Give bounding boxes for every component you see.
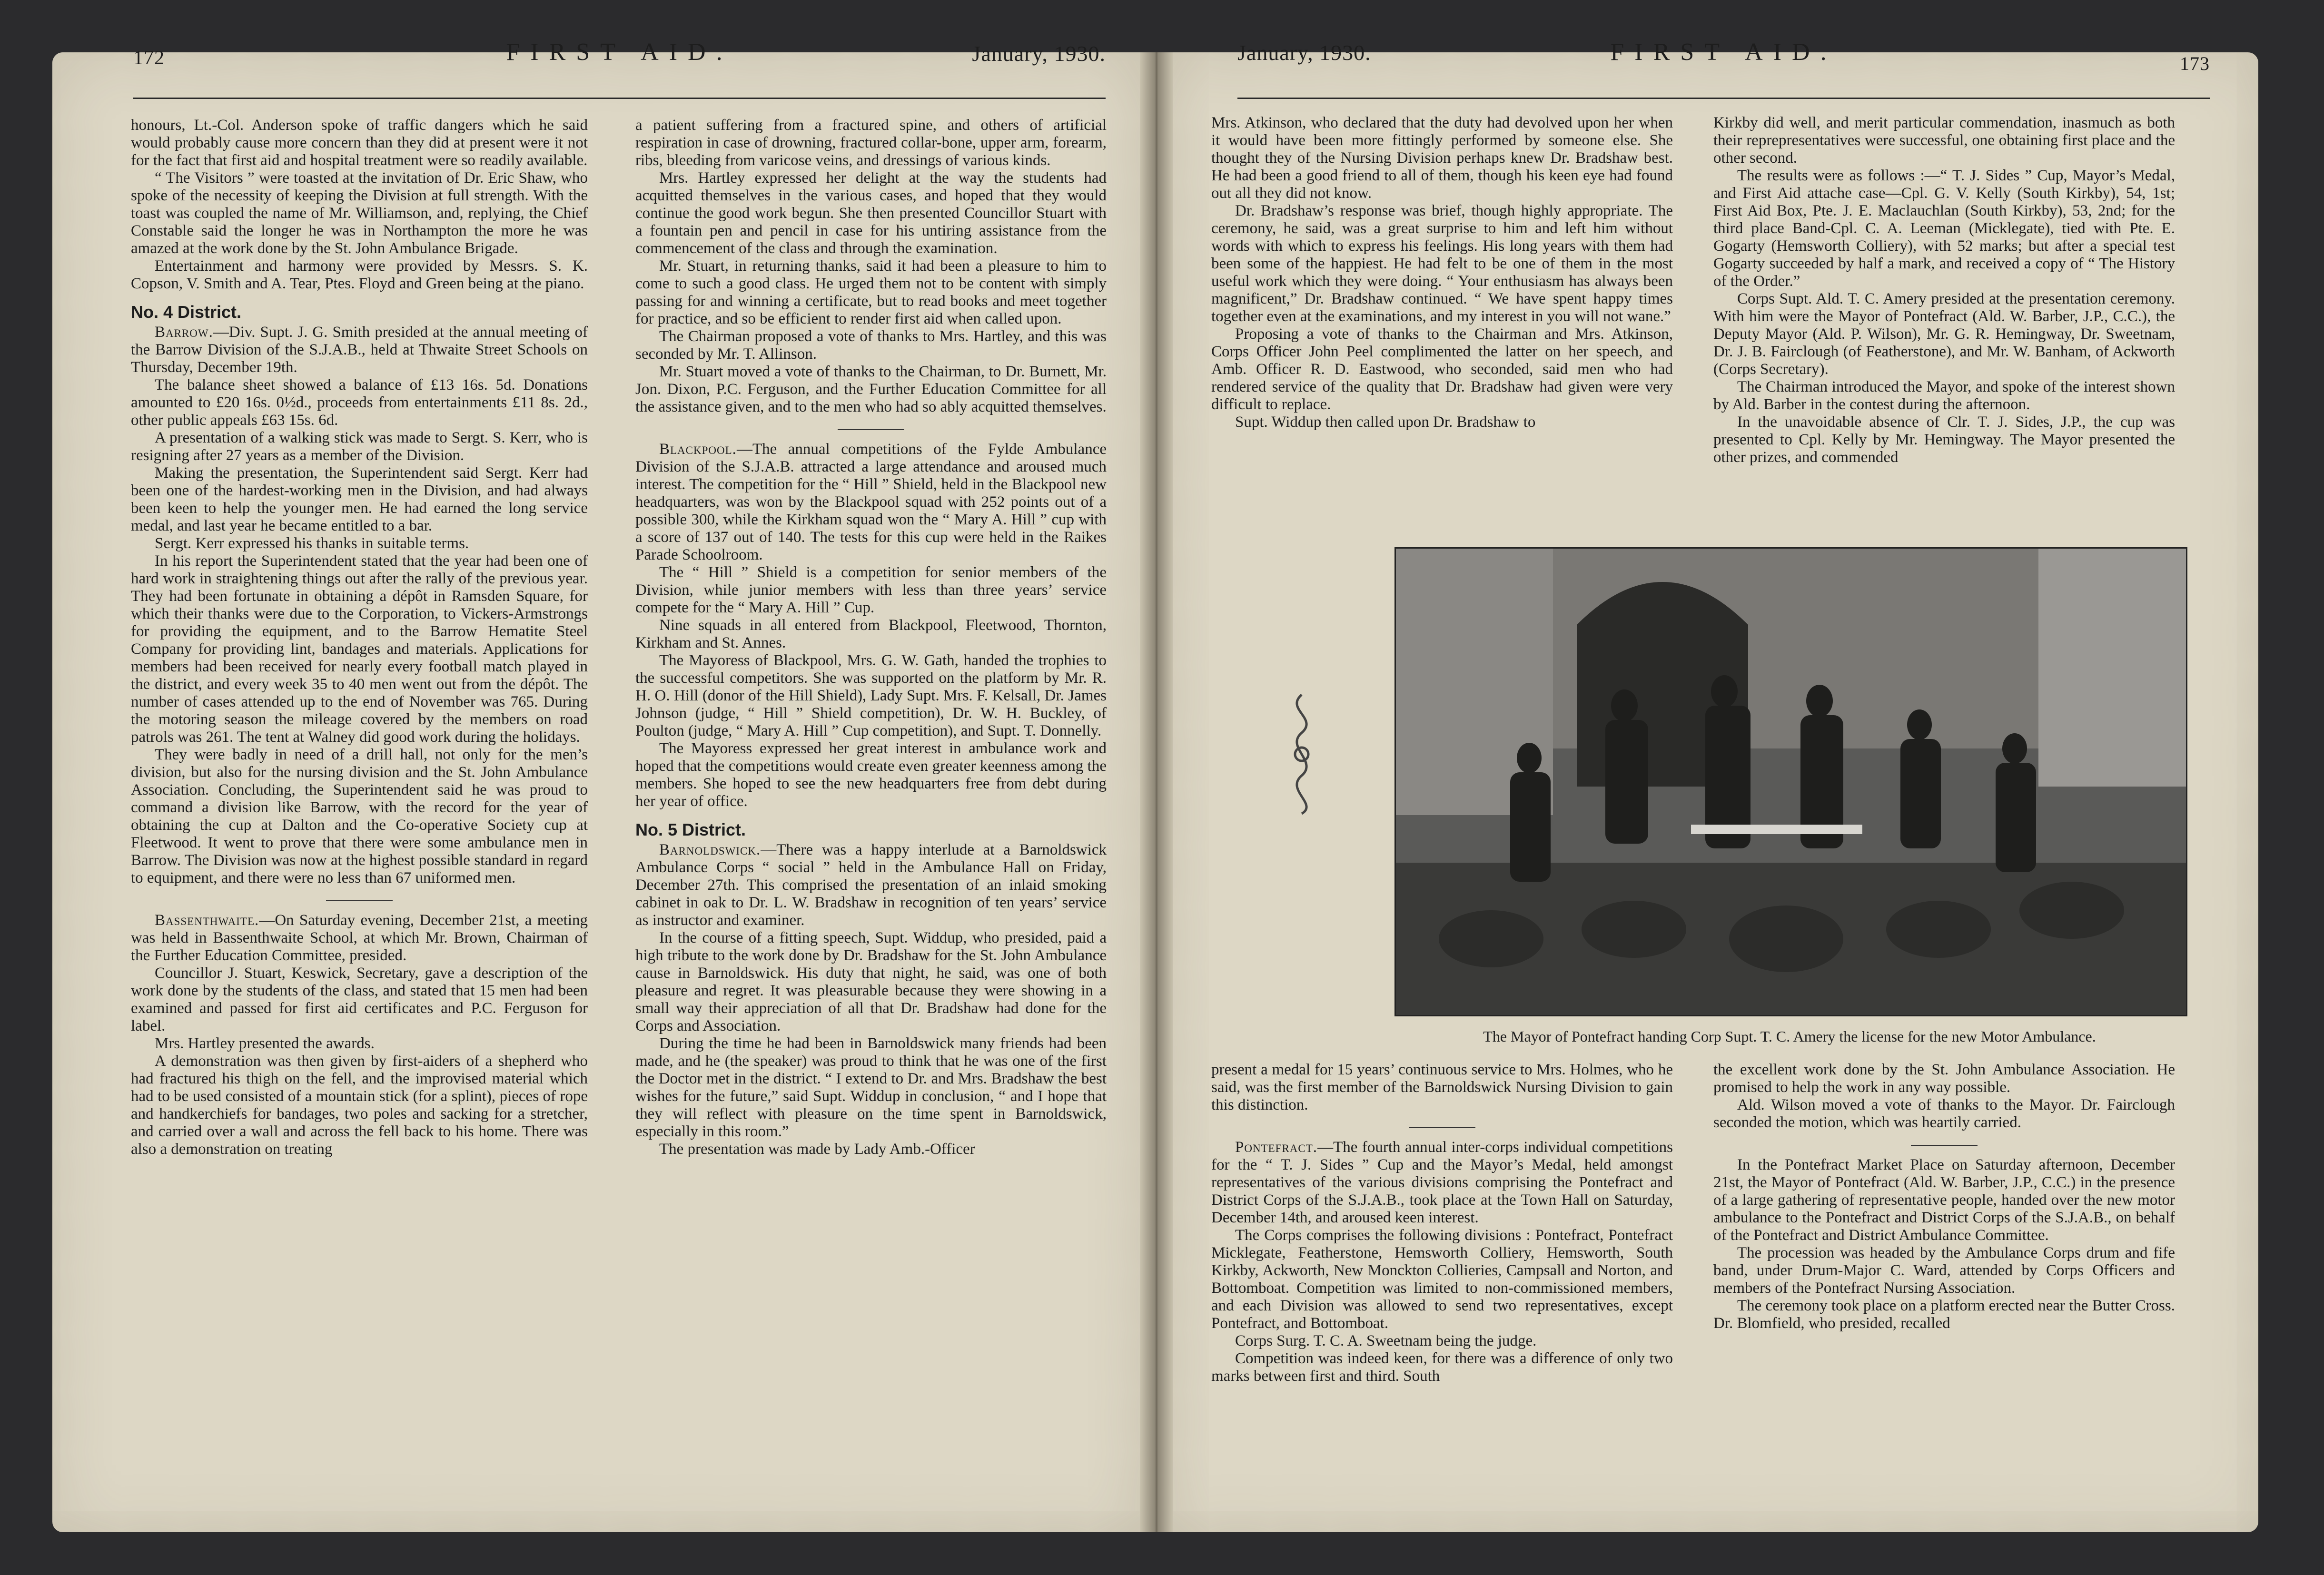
paragraph: In the Pontefract Market Place on Saturday afternoon, December 21st, the Mayor of Pontefract (Ald. W. Barber, J.P., C.C.) in the presence of a large gathering of representative people, handed over the new motor ambulance to the Pontefract and District Corps of the S.J.A.B., on behalf of the Pontefract and District Ambulance Committee.: [1713, 1156, 2175, 1244]
paragraph: honours, Lt.-Col. Anderson spoke of traffic dangers which he said would probably cause more concern than they did at present were it not for the fact that first aid and hospital treatment were so readily available.: [131, 117, 588, 169]
paragraph: —On Saturday evening, December 21st, a meeting was held in Bassenthwaite School, at which Mr. Brown, Chairman of the Further Education Committee, presided.: [131, 912, 588, 964]
header-rule-right: [1237, 98, 2210, 99]
paragraph: Entertainment and harmony were provided by Messrs. S. K. Copson, V. Smith and A. Tear, Ptes. Floyd and Green being at the piano.: [131, 257, 588, 292]
ceremony-photograph: [1394, 547, 2187, 1016]
paragraph: The balance sheet showed a balance of £13 16s. 5d. Donations amounted to £20 16s. 0½d., proceeds from entertainments £11 8s. 2d., other public appeals £63 15s. 6d.: [131, 376, 588, 429]
section-lead-barnoldswick: Barnoldswick.: [659, 841, 761, 858]
journal-title-right: FIRST AID.: [1610, 39, 1837, 66]
paragraph: Councillor J. Stuart, Keswick, Secretary, gave a description of the work done by the students of the class, and stated that 15 men had been examined and passed for first aid certificates and P.C. Ferguson for label.: [131, 965, 588, 1034]
paragraph: The presentation was made by Lady Amb.-Officer: [659, 1141, 975, 1158]
paragraph: a patient suffering from a fractured spine, and others of artificial respiration in case of drowning, fractured collar-bone, upper arm, forearm, ribs, bleeding from varicose veins, and dressings of various kinds.: [635, 117, 1107, 169]
paragraph: Corps Supt. Ald. T. C. Amery presided at the presentation ceremony. With him were the Mayor of Pontefract (Ald. W. Barber, J.P., C.C.), the Deputy Mayor (Ald. P. Wilson), Mr. G. R. Hemingway, Dr. Sweetnam, Dr. J. B. Fairclough (of Featherstone), and Mr. W. Banham, of Ackworth (Corps Secretary).: [1713, 290, 2175, 378]
paragraph: —Div. Supt. J. G. Smith presided at the annual meeting of the Barrow Division of the S.J.A.B., held at Thwaite Street Schools on Thursday, December 19th.: [131, 324, 588, 376]
left-column-1: [131, 117, 588, 1158]
district-heading-4: No. 4 District.: [131, 302, 242, 322]
paragraph: Nine squads in all entered from Blackpool, Fleetwood, Thornton, Kirkham and St. Annes.: [635, 617, 1107, 651]
issue-date-left: January, 1930.: [972, 41, 1106, 66]
scroll-ornament-left: [1276, 690, 1328, 818]
paragraph: Competition was indeed keen, for there was a difference of only two marks between first and third. South: [1211, 1350, 1673, 1385]
paragraph: Sergt. Kerr expressed his thanks in suitable terms.: [155, 535, 469, 552]
section-divider: [326, 900, 393, 901]
paragraph: A presentation of a walking stick was made to Sergt. S. Kerr, who is resigning after 27 years as a member of the Division.: [131, 429, 588, 464]
paragraph: Mrs. Hartley expressed her delight at the way the students had acquitted themselves in the various cases, and hoped that they would continue the good work begun. She then presented Councillor Stuart with a fountain pen and pencil in case for his untiring assistance from the commencement of the class and through the examination.: [635, 169, 1107, 257]
paragraph: —The fourth annual inter-corps individual competitions for the “ T. J. Sides ” Cup and the Mayor’s Medal, held amongst representatives of the various divisions comprising the Pontefract and District Corps of the S.J.A.B., took place at the Town Hall on Saturday, December 14th, and aroused keen interest.: [1211, 1139, 1673, 1226]
paragraph: Kirkby did well, and merit particular commendation, inasmuch as both their reprepresentatives were successful, one obtaining first place and the other second.: [1713, 114, 2175, 167]
paragraph: Proposing a vote of thanks to the Chairman and Mrs. Atkinson, Corps Officer John Peel complimented the latter on her speech, and Amb. Officer R. D. Eastwood, who seconded, said men who had rendered service of the quality that Dr. Bradshaw had given were very difficult to replace.: [1211, 325, 1673, 413]
paragraph: —There was a happy interlude at a Barnoldswick Ambulance Corps “ social ” held in the Ambulance Hall on Friday, December 27th. This comprised the presentation of an inlaid smoking cabinet in oak to Dr. L. W. Bradshaw in recognition of ten years’ service as instructor and examiner.: [635, 841, 1107, 929]
paragraph: The Corps comprises the following divisions : Pontefract, Pontefract Micklegate, Featherstone, Hemsworth Colliery, Hemsworth, South Kirkby, Ackworth, New Monckton Collieries, Campsall and Norton, and Bottomboat. Competition was limited to non-commissioned members, and each Division was allowed to send two representatives, except Pontefract, and Bottomboat.: [1211, 1227, 1673, 1332]
paragraph: present a medal for 15 years’ continuous service to Mrs. Holmes, who he said, was the first member of the Barnoldswick Nursing Division to gain this distinction.: [1211, 1061, 1673, 1113]
paragraph: The results were as follows :—“ T. J. Sides ” Cup, Mayor’s Medal, and First Aid attache case—Cpl. G. V. Kelly (South Kirkby), 54, 1st; First Aid Box, Pte. J. E. Maclauchlan (South Kirkby), 53, 2nd; for the third place Band-Cpl. C. A. Leeman (Micklegate), tied with Pte. E. Gogarty (Hemsworth Colliery), with 52 marks; but after a special test Gogarty succeeded by half a mark, and received a copy of “ The History of the Order.”: [1713, 167, 2175, 290]
journal-title-left: FIRST AID.: [506, 39, 733, 66]
paragraph: Making the presentation, the Superintendent said Sergt. Kerr had been one of the hardest-working men in the Division, and had always been keen to help the younger men. He had earned the long service medal, and last year he became entitled to a bar.: [131, 464, 588, 534]
paragraph: During the time he had been in Barnoldswick many friends had been made, and he (the speaker) was proud to think that he was one of the first the Doctor met in the district. “ I extend to Dr. and Mrs. Bradshaw the best wishes for the future,” said Supt. Widdup in conclusion, “ and I hope that they will reflect with pleasure on the time spent in Barnoldswick, especially in this room.”: [635, 1035, 1107, 1140]
header-rule-left: [133, 98, 1106, 99]
paragraph: Supt. Widdup then called upon Dr. Bradshaw to: [1235, 413, 1536, 431]
paragraph: The Chairman introduced the Mayor, and spoke of the interest shown by Ald. Barber in the contest during the afternoon.: [1713, 378, 2175, 413]
section-lead-blackpool: Blackpool.: [659, 441, 737, 458]
page-number-right: 173: [2180, 53, 2210, 74]
photo-caption: The Mayor of Pontefract handing Corp Supt. T. C. Amery the license for the new Motor Ambulance.: [1483, 1028, 2096, 1045]
right-column-1-top: [1211, 114, 1673, 431]
right-column-2-bottom: [1713, 1061, 2175, 1332]
paragraph: Mrs. Hartley presented the awards.: [155, 1035, 375, 1052]
issue-date-right: January, 1930.: [1237, 40, 1371, 65]
book-gutter: [1140, 52, 1173, 1532]
paragraph: The Chairman proposed a vote of thanks to Mrs. Hartley, and this was seconded by Mr. T. Allinson.: [635, 328, 1107, 363]
paragraph: They were badly in need of a drill hall, not only for the men’s division, but also for the nursing division and the St. John Ambulance Association. Concluding, the Superintendent said he was proud to command a division like Barrow, with the record for the year of obtaining the cup at Dalton and the Co-operative Society cup at Fleetwood. It went to prove that there were some ambulance men in Barrow. The Division was now at the highest possible standard in regard to equipment, and there were no less than 67 uniformed men.: [131, 746, 588, 886]
page-number-left: 172: [133, 47, 165, 69]
section-lead-pontefract: Pontefract.: [1235, 1139, 1318, 1156]
section-divider: [1911, 1145, 1978, 1146]
paragraph: The ceremony took place on a platform erected near the Butter Cross. Dr. Blomfield, who presided, recalled: [1713, 1297, 2175, 1332]
left-running-head: [133, 33, 1106, 81]
paragraph: Mr. Stuart moved a vote of thanks to the Chairman, to Dr. Burnett, Mr. Jon. Dixon, P.C. Ferguson, and the Further Education Committee for all the assistance given, and to the men who had so ably acquitted themselves.: [635, 363, 1107, 415]
section-divider: [1409, 1127, 1475, 1128]
paragraph: The procession was headed by the Ambulance Corps drum and fife band, under Drum-Major C. Ward, attended by Corps Officers and members of the Pontefract Nursing Association.: [1713, 1244, 2175, 1297]
paragraph: —The annual competitions of the Fylde Ambulance Division of the S.J.A.B. attracted a large attendance and aroused much interest. The competition for the “ Hill ” Shield, held in the Blackpool new headquarters, was won by the Blackpool squad with 252 points out of a possible 300, while the Kirkham squad won the “ Mary A. Hill ” cup with a score of 137 out of 140. The tests for this cup were held in the Raikes Parade Schoolroom.: [635, 441, 1107, 563]
right-running-head: [1237, 33, 2210, 81]
district-heading-5: No. 5 District.: [635, 820, 746, 839]
paragraph: Corps Surg. T. C. A. Sweetnam being the judge.: [1235, 1332, 1537, 1349]
right-column-2-top: [1713, 114, 2175, 466]
section-lead-bassenthwaite: Bassenthwaite.: [155, 912, 259, 929]
section-divider: [838, 429, 904, 430]
paragraph: “ The Visitors ” were toasted at the invitation of Dr. Eric Shaw, who spoke of the necessity of keeping the Division at full strength. With the toast was coupled the name of Mr. Williamson, and, replying, the Chief Constable said the longer he was in Northampton the more he was amazed at the work done by the St. John Ambulance Brigade.: [131, 169, 588, 257]
paragraph: The Mayoress expressed her great interest in ambulance work and hoped that the competitions would create even greater keenness among the members. She hoped to see the new headquarters free from debt during her year of office.: [635, 740, 1107, 810]
paragraph: In the course of a fitting speech, Supt. Widdup, who presided, paid a high tribute to the work done by Dr. Bradshaw for the St. John Ambulance cause in Barnoldswick. His duty that night, he said, was one of both pleasure and regret. It was pleasurable because they were showing in a small way their appreciation of all that Dr. Bradshaw had done for the Corps and Association.: [635, 929, 1107, 1034]
paragraph: Dr. Bradshaw’s response was brief, though highly appropriate. The ceremony, he said, was a great surprise to him and left him without words with which to express his feelings. His long years with them had been some of the happiest. He had felt to be one of them in the most useful work which they were doing. “ Your enthusiasm has always been magnificent,” Dr. Bradshaw continued. “ We have spent happy times together even at the examinations, and my interest in you will not wane.”: [1211, 202, 1673, 325]
paragraph: In the unavoidable absence of Clr. T. J. Sides, J.P., the cup was presented to Cpl. Kelly by Mr. Hemingway. The Mayor presented the other prizes, and commended: [1713, 413, 2175, 466]
paragraph: A demonstration was then given by first-aiders of a shepherd who had fractured his thigh on the fell, and the improvised material which had to be used consisted of a mountain stick (for a splint), pieces of rope and handkerchiefs for bandages, two poles and sacking for a stretcher, and carried over a wall and across the fell back to his home. There was also a demonstration on treating: [131, 1053, 588, 1158]
paragraph: Ald. Wilson moved a vote of thanks to the Mayor. Dr. Fairclough seconded the motion, which was heartily carried.: [1713, 1096, 2175, 1131]
paragraph: The Mayoress of Blackpool, Mrs. G. W. Gath, handed the trophies to the successful competitors. She was supported on the platform by Mr. R. H. O. Hill (donor of the Hill Shield), Lady Supt. Mrs. F. Kelsall, Dr. James Johnson (judge, “ Hill ” Shield competition), Dr. W. H. Buckley, of Poulton (judge, “ Mary A. Hill ” Cup competition), and Supt. T. Donnelly.: [635, 652, 1107, 739]
section-lead-barrow: Barrow.: [155, 324, 213, 341]
paragraph: the excellent work done by the St. John Ambulance Association. He promised to help the work in any way possible.: [1713, 1061, 2175, 1096]
paragraph: The “ Hill ” Shield is a competition for senior members of the Division, while junior members with less than three years’ service compete for the “ Mary A. Hill ” Cup.: [635, 564, 1107, 616]
right-column-1-bottom: [1211, 1061, 1673, 1385]
paragraph: Mr. Stuart, in returning thanks, said it had been a pleasure to him to come to such a good class. He urged them not to be content with simply passing for and winning a certificate, but to read books and meet together for practice, and so be efficient to render first aid when called upon.: [635, 257, 1107, 327]
left-column-2: [635, 117, 1107, 1158]
paragraph: In his report the Superintendent stated that the year had been one of hard work in straightening things out after the rally of the previous year. They had been fortunate in obtaining a dépôt in Ramsden Square, for which their thanks were due to the Corporation, to Vickers-Armstrongs for providing the equipment, and to the Barrow Hematite Steel Company for providing lint, bandages and materials. Applications for members had been received for nearly every football match played in the district, and every week 35 to 40 men went out from the dépôt. The number of cases attended up to the end of November was 765. During the motoring season the mileage covered by the members on road patrols was 261. The tent at Walney did good work during the holidays.: [131, 552, 588, 746]
paragraph: Mrs. Atkinson, who declared that the duty had devolved upon her when it would have been more fittingly performed by someone else. She thought they of the Nursing Division perhaps knew Dr. Bradshaw best. He had been a good friend to all of them, though his keen eye had found out all they did not know.: [1211, 114, 1673, 202]
